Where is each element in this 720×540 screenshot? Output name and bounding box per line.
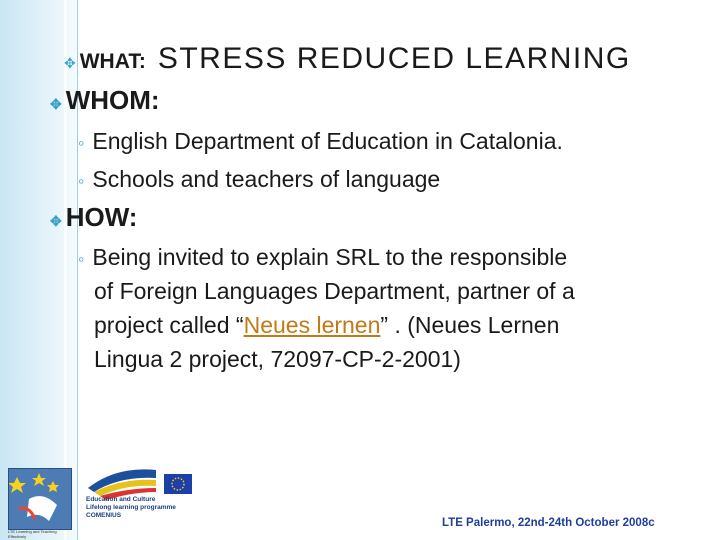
footer-caption: LTE Palermo, 22nd-24th October 2008c <box>442 517 655 529</box>
whom-item-text: English Department of Education in Catalonia. <box>92 128 563 154</box>
sub-bullet-icon: ◦ <box>78 249 85 269</box>
how-label: HOW: <box>65 202 138 232</box>
bullet-icon: ✥ <box>64 55 76 71</box>
bar-highlight <box>64 0 67 540</box>
bullet-icon: ✥ <box>50 96 62 112</box>
whom-item <box>78 128 563 155</box>
how-text: Being invited to explain SRL to the responsible <box>92 244 568 270</box>
what-text: STRESS REDUCED LEARNING <box>157 42 631 75</box>
what-row <box>64 42 631 76</box>
bullet-icon: ✥ <box>50 213 62 229</box>
eu-line: COMENIUS <box>86 512 122 519</box>
how-line: of Foreign Languages Department, partner of a <box>94 278 575 304</box>
lte-logo <box>8 468 72 530</box>
whom-item-text: Schools and teachers of language <box>92 166 441 192</box>
how-line <box>94 312 559 339</box>
eu-line: Education and Culture <box>86 496 156 503</box>
whom-item <box>78 166 440 193</box>
eu-text-block <box>86 496 176 520</box>
how-line: Lingua 2 project, 72097-CP-2-2001) <box>94 346 461 372</box>
decorative-left-bar <box>0 0 78 540</box>
how-row <box>50 202 137 233</box>
eu-line: Lifelong learning programme <box>86 504 176 511</box>
sub-bullet-icon: ◦ <box>78 171 85 191</box>
sub-bullet-icon: ◦ <box>78 133 85 153</box>
how-text: ” . (Neues Lernen <box>380 312 560 338</box>
whom-row <box>50 85 160 116</box>
how-line <box>78 244 567 271</box>
whom-label: WHOM: <box>65 85 160 115</box>
how-text: project called “ <box>94 312 244 338</box>
what-label: WHAT: <box>79 50 146 73</box>
neues-lernen-link[interactable]: Neues lernen <box>243 312 381 338</box>
lte-logo-caption: LTE Learning and Teaching Effectively <box>8 529 57 539</box>
lte-logo-graphic <box>9 469 71 529</box>
